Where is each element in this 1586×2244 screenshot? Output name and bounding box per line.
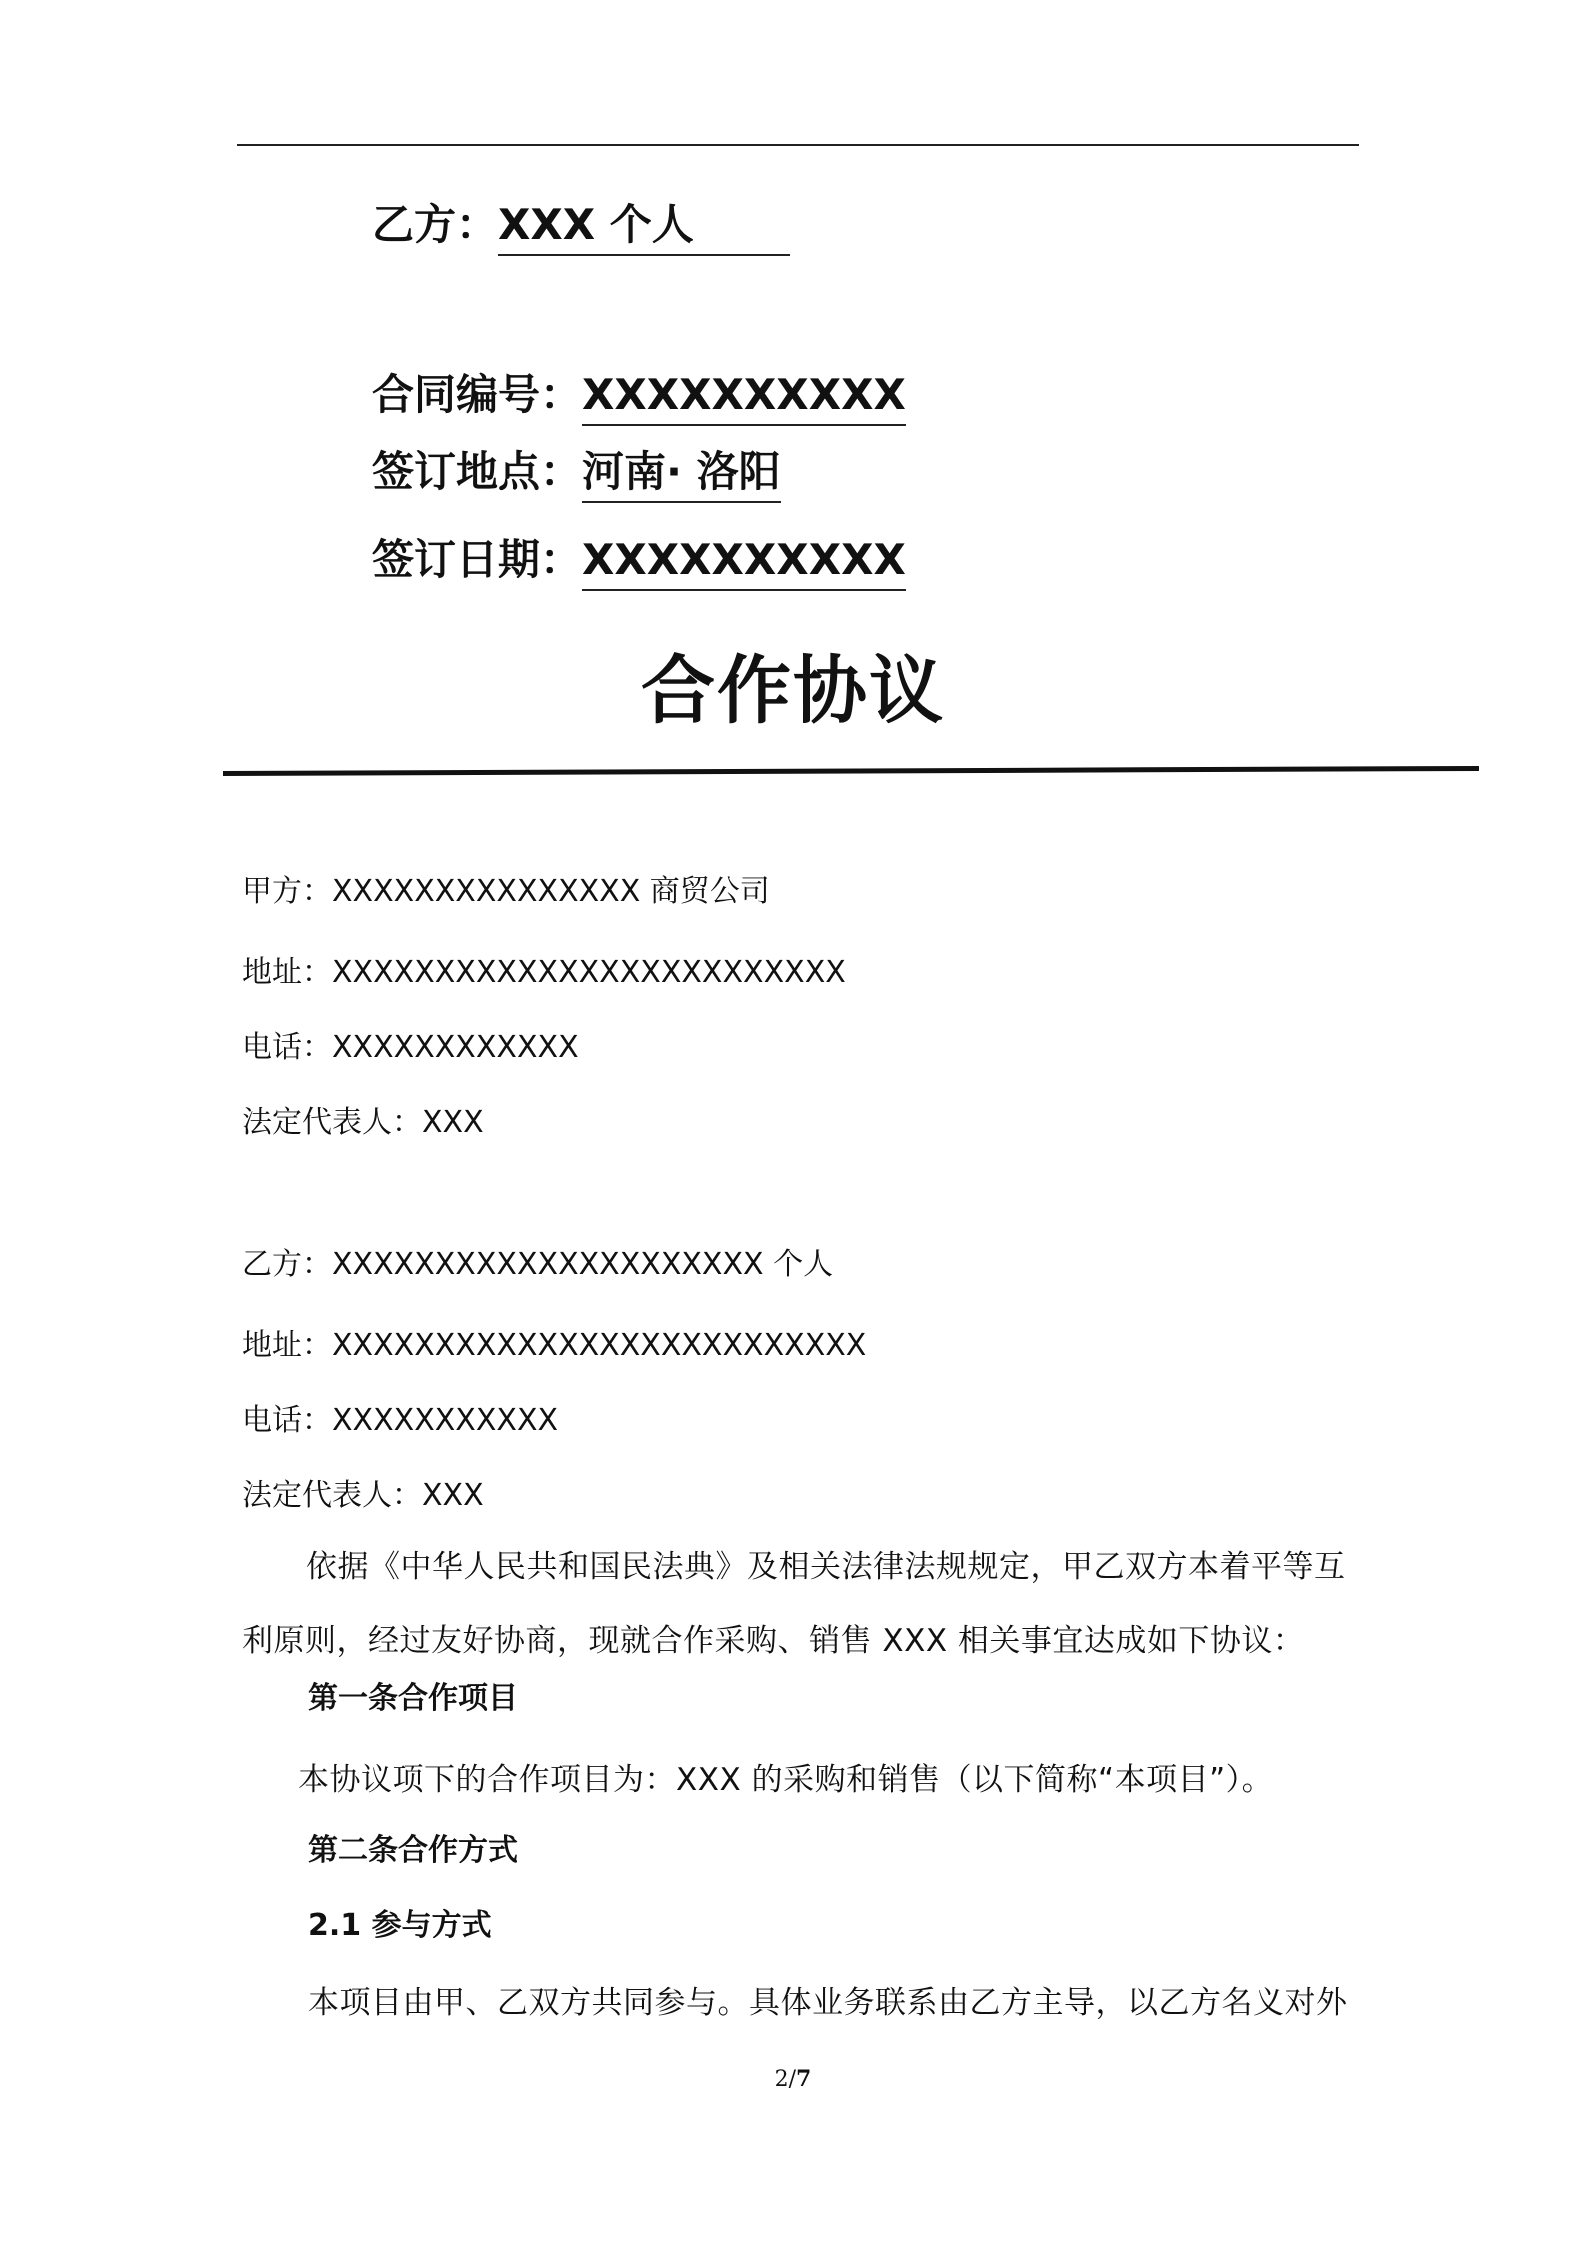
cover-contract-no bbox=[372, 370, 906, 426]
party-a-phone: 电话：XXXXXXXXXXXX bbox=[242, 1030, 579, 1065]
cover-sign-date bbox=[372, 535, 906, 591]
party-b-address: 地址：XXXXXXXXXXXXXXXXXXXXXXXXXX bbox=[242, 1328, 867, 1363]
party-b-name: 乙方：XXXXXXXXXXXXXXXXXXXXX 个人 bbox=[242, 1247, 834, 1282]
article-2-sub-heading: 2.1 参与方式 bbox=[308, 1908, 492, 1943]
cover-contract-no-value: XXXXXXXXXX bbox=[582, 370, 906, 426]
article-1-heading: 第一条合作项目 bbox=[308, 1681, 518, 1716]
article-1-text: 本协议项下的合作项目为：XXX 的采购和销售（以下简称“本项目”）。 bbox=[298, 1762, 1274, 1798]
cover-party-b bbox=[372, 200, 790, 256]
cover-sign-date-value: XXXXXXXXXX bbox=[582, 535, 906, 591]
page-current: 2/ bbox=[774, 2067, 797, 2092]
cover-party-b-value: XXX 个人 bbox=[498, 200, 790, 256]
article-2-text: 本项目由甲、乙双方共同参与。具体业务联系由乙方主导，以乙方名义对外 bbox=[308, 1985, 1348, 2021]
party-b-phone: 电话：XXXXXXXXXXX bbox=[242, 1403, 559, 1438]
page-number bbox=[0, 2066, 1586, 2092]
article-2-heading: 第二条合作方式 bbox=[308, 1833, 518, 1868]
cover-sign-place-value: 河南· 洛阳 bbox=[582, 447, 781, 503]
cover-sign-place-label: 签订地点： bbox=[372, 447, 583, 496]
party-a-address: 地址：XXXXXXXXXXXXXXXXXXXXXXXXX bbox=[242, 955, 846, 990]
party-b-representative: 法定代表人：XXX bbox=[242, 1478, 484, 1513]
party-a-representative: 法定代表人：XXX bbox=[242, 1105, 484, 1140]
cover-contract-no-label: 合同编号： bbox=[372, 370, 583, 419]
document-title: 合作协议 bbox=[641, 648, 945, 734]
cover-sign-place bbox=[372, 447, 781, 503]
page-total: 7 bbox=[796, 2066, 812, 2092]
party-a-name: 甲方：XXXXXXXXXXXXXXX 商贸公司 bbox=[242, 874, 770, 909]
header-rule bbox=[237, 144, 1359, 146]
intro-paragraph: 依据《中华人民共和国民法典》及相关法律法规规定，甲乙双方本着平等互利原则，经过友好协商，现就合作采购、销售 XXX 相关事宜达成如下协议： bbox=[242, 1549, 1346, 1659]
cover-party-b-label: 乙方： bbox=[372, 200, 499, 249]
cover-sign-date-label: 签订日期： bbox=[372, 535, 583, 584]
title-rule bbox=[223, 766, 1479, 776]
